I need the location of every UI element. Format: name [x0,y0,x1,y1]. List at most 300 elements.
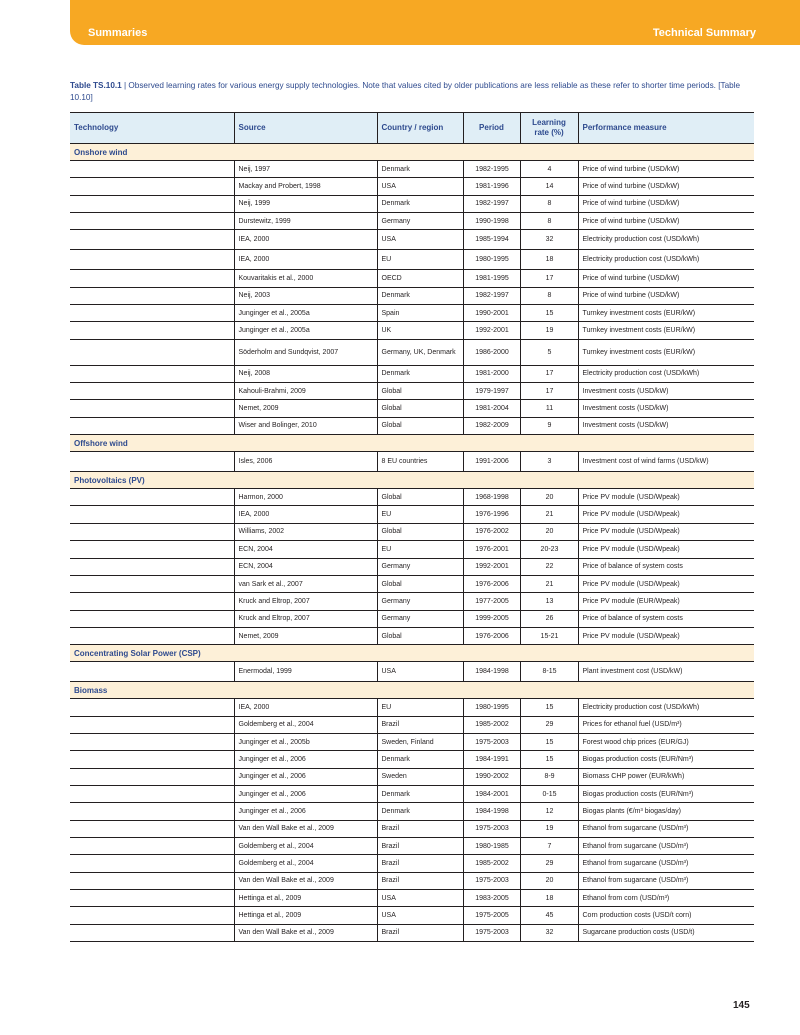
cell-technology-blank [70,213,234,230]
cell-technology-blank [70,837,234,854]
cell-performance-measure: Biogas production costs (EUR/Nm³) [578,751,754,768]
cell-learning-rate: 32 [520,924,578,941]
cell-technology-blank [70,161,234,178]
cell-country-region: 8 EU countries [377,452,463,472]
category-row [70,682,754,699]
cell-country-region: Brazil [377,820,463,837]
cell-source: Goldemberg et al., 2004 [234,855,377,872]
learning-rates-table [70,112,754,942]
cell-source: Junginger et al., 2005a [234,322,377,339]
cell-learning-rate: 7 [520,837,578,854]
cell-source: Junginger et al., 2006 [234,751,377,768]
cell-country-region: Global [377,383,463,400]
cell-source: Kruck and Eltrop, 2007 [234,593,377,610]
cell-learning-rate: 45 [520,907,578,924]
cell-performance-measure: Price PV module (USD/Wpeak) [578,523,754,540]
table-row [70,365,754,382]
cell-country-region: USA [377,907,463,924]
header-source: Source [234,113,377,144]
cell-performance-measure: Corn production costs (USD/t corn) [578,907,754,924]
cell-source: Neij, 1997 [234,161,377,178]
cell-technology-blank [70,322,234,339]
cell-country-region: Denmark [377,785,463,802]
cell-performance-measure: Price PV module (USD/Wpeak) [578,627,754,644]
cell-source: Isles, 2006 [234,452,377,472]
cell-learning-rate: 15 [520,733,578,750]
cell-period: 1981-1996 [463,178,520,195]
cell-performance-measure: Price of wind turbine (USD/kW) [578,178,754,195]
cell-technology-blank [70,716,234,733]
cell-period: 1975-2003 [463,872,520,889]
cell-source: Neij, 1999 [234,195,377,212]
cell-period: 1976-2006 [463,575,520,592]
cell-learning-rate: 32 [520,230,578,250]
cell-technology-blank [70,178,234,195]
cell-learning-rate: 14 [520,178,578,195]
table-row [70,662,754,682]
table-header-row [70,113,754,144]
cell-source: Kahouli-Brahmi, 2009 [234,383,377,400]
table-body [70,144,754,942]
cell-period: 1985-1994 [463,230,520,250]
cell-learning-rate: 29 [520,716,578,733]
cell-period: 1999-2005 [463,610,520,627]
cell-learning-rate: 15 [520,699,578,716]
table-row [70,417,754,434]
cell-source: IEA, 2000 [234,699,377,716]
cell-performance-measure: Turnkey investment costs (EUR/kW) [578,305,754,322]
cell-technology-blank [70,872,234,889]
table-row [70,541,754,558]
cell-source: ECN, 2004 [234,541,377,558]
cell-source: IEA, 2000 [234,230,377,250]
cell-technology-blank [70,820,234,837]
cell-performance-measure: Forest wood chip prices (EUR/GJ) [578,733,754,750]
cell-technology-blank [70,768,234,785]
cell-learning-rate: 29 [520,855,578,872]
cell-country-region: Denmark [377,751,463,768]
cell-technology-blank [70,907,234,924]
cell-source: Goldemberg et al., 2004 [234,716,377,733]
category-row [70,435,754,452]
cell-source: Söderholm and Sundqvist, 2007 [234,339,377,365]
cell-period: 1968-1998 [463,489,520,506]
cell-country-region: Brazil [377,837,463,854]
cell-source: Kouvaritakis et al., 2000 [234,270,377,287]
cell-learning-rate: 21 [520,575,578,592]
cell-performance-measure: Ethanol from sugarcane (USD/m³) [578,837,754,854]
cell-period: 1982-1995 [463,161,520,178]
cell-source: IEA, 2000 [234,506,377,523]
cell-performance-measure: Electricity production cost (USD/kWh) [578,365,754,382]
cell-country-region: Global [377,523,463,540]
cell-technology-blank [70,924,234,941]
cell-period: 1976-2002 [463,523,520,540]
cell-technology-blank [70,195,234,212]
cell-period: 1991-2006 [463,452,520,472]
cell-country-region: Sweden [377,768,463,785]
cell-source: Durstewitz, 1999 [234,213,377,230]
cell-technology-blank [70,339,234,365]
cell-period: 1990-2001 [463,305,520,322]
cell-learning-rate: 9 [520,417,578,434]
cell-country-region: USA [377,230,463,250]
cell-performance-measure: Price of wind turbine (USD/kW) [578,195,754,212]
cell-country-region: EU [377,699,463,716]
cell-source: Van den Wall Bake et al., 2009 [234,924,377,941]
table-row [70,627,754,644]
cell-performance-measure: Biogas production costs (EUR/Nm³) [578,785,754,802]
cell-learning-rate: 15 [520,305,578,322]
cell-performance-measure: Sugarcane production costs (USD/t) [578,924,754,941]
cell-performance-measure: Biomass CHP power (EUR/kWh) [578,768,754,785]
cell-period: 1980-1985 [463,837,520,854]
cell-learning-rate: 20 [520,523,578,540]
cell-source: Junginger et al., 2006 [234,785,377,802]
cell-technology-blank [70,365,234,382]
category-row [70,144,754,161]
cell-technology-blank [70,230,234,250]
header-country-region: Country / region [377,113,463,144]
cell-learning-rate: 4 [520,161,578,178]
table-row [70,890,754,907]
cell-period: 1984-1998 [463,662,520,682]
cell-technology-blank [70,305,234,322]
cell-performance-measure: Biogas plants (€/m³ biogas/day) [578,803,754,820]
table-row [70,768,754,785]
table-row [70,250,754,270]
table-row [70,489,754,506]
cell-technology-blank [70,417,234,434]
table-row [70,339,754,365]
cell-period: 1985-2002 [463,855,520,872]
table-row [70,575,754,592]
cell-performance-measure: Ethanol from sugarcane (USD/m³) [578,820,754,837]
cell-learning-rate: 12 [520,803,578,820]
cell-country-region: Denmark [377,803,463,820]
table-row [70,523,754,540]
cell-technology-blank [70,506,234,523]
cell-performance-measure: Price PV module (USD/Wpeak) [578,541,754,558]
cell-country-region: OECD [377,270,463,287]
cell-performance-measure: Price of wind turbine (USD/kW) [578,287,754,304]
cell-period: 1982-1997 [463,195,520,212]
cell-performance-measure: Investment cost of wind farms (USD/kW) [578,452,754,472]
cell-country-region: Global [377,417,463,434]
cell-period: 1975-2005 [463,907,520,924]
cell-period: 1977-2005 [463,593,520,610]
cell-learning-rate: 18 [520,890,578,907]
table-row [70,452,754,472]
cell-period: 1990-1998 [463,213,520,230]
cell-source: Junginger et al., 2005b [234,733,377,750]
cell-performance-measure: Investment costs (USD/kW) [578,383,754,400]
cell-learning-rate: 8 [520,287,578,304]
cell-learning-rate: 15-21 [520,627,578,644]
cell-period: 1976-1996 [463,506,520,523]
table-row [70,733,754,750]
table-row [70,924,754,941]
cell-technology-blank [70,803,234,820]
cell-source: van Sark et al., 2007 [234,575,377,592]
cell-country-region: EU [377,250,463,270]
cell-source: Van den Wall Bake et al., 2009 [234,820,377,837]
header-performance-measure: Performance measure [578,113,754,144]
table-row [70,506,754,523]
cell-technology-blank [70,270,234,287]
cell-learning-rate: 19 [520,820,578,837]
cell-period: 1976-2001 [463,541,520,558]
category-row [70,472,754,489]
cell-learning-rate: 5 [520,339,578,365]
cell-country-region: Global [377,575,463,592]
table-row [70,907,754,924]
cell-source: Hettinga et al., 2009 [234,890,377,907]
cell-country-region: Denmark [377,287,463,304]
cell-period: 1980-1995 [463,250,520,270]
category-label: Onshore wind [70,144,754,161]
banner-right-label: Technical Summary [652,27,756,39]
cell-period: 1975-2003 [463,733,520,750]
cell-technology-blank [70,489,234,506]
cell-country-region: USA [377,178,463,195]
table-row [70,751,754,768]
cell-country-region: Brazil [377,872,463,889]
cell-country-region: Global [377,400,463,417]
cell-learning-rate: 3 [520,452,578,472]
cell-period: 1979-1997 [463,383,520,400]
cell-technology-blank [70,400,234,417]
cell-performance-measure: Price of wind turbine (USD/kW) [578,270,754,287]
cell-technology-blank [70,452,234,472]
cell-learning-rate: 19 [520,322,578,339]
cell-source: Neij, 2008 [234,365,377,382]
cell-source: Williams, 2002 [234,523,377,540]
cell-source: Junginger et al., 2006 [234,768,377,785]
table-row [70,558,754,575]
table-row [70,213,754,230]
cell-period: 1983-2005 [463,890,520,907]
page-number: 145 [733,1000,750,1011]
cell-source: Junginger et al., 2005a [234,305,377,322]
cell-learning-rate: 8-15 [520,662,578,682]
cell-performance-measure: Electricity production cost (USD/kWh) [578,230,754,250]
category-label: Biomass [70,682,754,699]
cell-technology-blank [70,541,234,558]
cell-performance-measure: Ethanol from corn (USD/m³) [578,890,754,907]
cell-source: Kruck and Eltrop, 2007 [234,610,377,627]
cell-source: ECN, 2004 [234,558,377,575]
cell-country-region: USA [377,890,463,907]
cell-learning-rate: 20 [520,489,578,506]
cell-learning-rate: 8-9 [520,768,578,785]
table-row [70,287,754,304]
table-row [70,855,754,872]
cell-performance-measure: Price of wind turbine (USD/kW) [578,213,754,230]
table-row [70,305,754,322]
cell-performance-measure: Prices for ethanol fuel (USD/m³) [578,716,754,733]
cell-technology-blank [70,699,234,716]
cell-period: 1992-2001 [463,322,520,339]
table-row [70,270,754,287]
cell-technology-blank [70,890,234,907]
header-learning-rate: Learning rate (%) [520,113,578,144]
cell-technology-blank [70,383,234,400]
category-label: Offshore wind [70,435,754,452]
cell-source: Harmon, 2000 [234,489,377,506]
cell-country-region: Denmark [377,161,463,178]
cell-country-region: Denmark [377,365,463,382]
cell-period: 1984-1998 [463,803,520,820]
cell-country-region: Global [377,489,463,506]
cell-learning-rate: 13 [520,593,578,610]
cell-performance-measure: Price of wind turbine (USD/kW) [578,161,754,178]
cell-technology-blank [70,250,234,270]
cell-period: 1981-2000 [463,365,520,382]
cell-technology-blank [70,287,234,304]
cell-technology-blank [70,593,234,610]
cell-period: 1982-1997 [463,287,520,304]
cell-performance-measure: Price PV module (USD/Wpeak) [578,575,754,592]
cell-period: 1975-2003 [463,924,520,941]
cell-country-region: Sweden, Finland [377,733,463,750]
table-row [70,322,754,339]
category-label: Photovoltaics (PV) [70,472,754,489]
cell-period: 1984-2001 [463,785,520,802]
cell-period: 1981-2004 [463,400,520,417]
cell-learning-rate: 21 [520,506,578,523]
cell-performance-measure: Investment costs (USD/kW) [578,417,754,434]
cell-performance-measure: Price PV module (USD/Wpeak) [578,506,754,523]
table-row [70,178,754,195]
cell-period: 1981-1995 [463,270,520,287]
cell-period: 1992-2001 [463,558,520,575]
cell-period: 1986-2000 [463,339,520,365]
cell-country-region: Germany [377,610,463,627]
table-row [70,803,754,820]
cell-country-region: EU [377,506,463,523]
cell-learning-rate: 20 [520,872,578,889]
cell-performance-measure: Ethanol from sugarcane (USD/m³) [578,872,754,889]
table-row [70,820,754,837]
category-row [70,645,754,662]
header-technology: Technology [70,113,234,144]
cell-learning-rate: 0-15 [520,785,578,802]
cell-learning-rate: 22 [520,558,578,575]
cell-period: 1976-2006 [463,627,520,644]
cell-period: 1985-2002 [463,716,520,733]
cell-technology-blank [70,785,234,802]
cell-performance-measure: Electricity production cost (USD/kWh) [578,250,754,270]
cell-performance-measure: Price of balance of system costs [578,558,754,575]
cell-performance-measure: Price of balance of system costs [578,610,754,627]
cell-learning-rate: 11 [520,400,578,417]
cell-performance-measure: Plant investment cost (USD/kW) [578,662,754,682]
table-row [70,593,754,610]
cell-country-region: USA [377,662,463,682]
cell-learning-rate: 17 [520,383,578,400]
cell-performance-measure: Electricity production cost (USD/kWh) [578,699,754,716]
cell-country-region: Denmark [377,195,463,212]
table-row [70,161,754,178]
cell-source: Enermodal, 1999 [234,662,377,682]
table-caption-label: Table TS.10.1 [70,81,122,90]
cell-learning-rate: 8 [520,213,578,230]
table-row [70,785,754,802]
cell-technology-blank [70,575,234,592]
cell-source: Nemet, 2009 [234,400,377,417]
cell-period: 1980-1995 [463,699,520,716]
table-row [70,872,754,889]
cell-learning-rate: 18 [520,250,578,270]
cell-learning-rate: 8 [520,195,578,212]
cell-technology-blank [70,523,234,540]
cell-source: IEA, 2000 [234,250,377,270]
cell-country-region: Spain [377,305,463,322]
table-row [70,716,754,733]
cell-source: Nemet, 2009 [234,627,377,644]
cell-country-region: UK [377,322,463,339]
table-row [70,837,754,854]
cell-country-region: Brazil [377,716,463,733]
cell-period: 1975-2003 [463,820,520,837]
cell-country-region: Germany, UK, Denmark [377,339,463,365]
cell-technology-blank [70,733,234,750]
table-row [70,383,754,400]
table-row [70,230,754,250]
banner-left-label: Summaries [88,27,148,39]
cell-period: 1990-2002 [463,768,520,785]
cell-technology-blank [70,558,234,575]
header-period: Period [463,113,520,144]
cell-country-region: Germany [377,213,463,230]
cell-performance-measure: Turnkey investment costs (EUR/kW) [578,339,754,365]
category-label: Concentrating Solar Power (CSP) [70,645,754,662]
cell-learning-rate: 17 [520,270,578,287]
section-banner [70,0,800,45]
cell-source: Junginger et al., 2006 [234,803,377,820]
table-caption [70,80,760,104]
cell-source: Neij, 2003 [234,287,377,304]
cell-performance-measure: Ethanol from sugarcane (USD/m³) [578,855,754,872]
table-row [70,610,754,627]
cell-learning-rate: 26 [520,610,578,627]
cell-learning-rate: 15 [520,751,578,768]
cell-country-region: Brazil [377,924,463,941]
cell-learning-rate: 17 [520,365,578,382]
cell-period: 1984-1991 [463,751,520,768]
table-row [70,400,754,417]
cell-performance-measure: Investment costs (USD/kW) [578,400,754,417]
cell-country-region: Global [377,627,463,644]
cell-technology-blank [70,855,234,872]
cell-source: Goldemberg et al., 2004 [234,837,377,854]
table-caption-text: | Observed learning rates for various energy supply technologies. Note that values cited by older publications are less reliable as these refer to shorter time periods. [Table 10.10] [70,81,741,102]
cell-country-region: Germany [377,558,463,575]
table-row [70,195,754,212]
cell-source: Mackay and Probert, 1998 [234,178,377,195]
cell-source: Hettinga et al., 2009 [234,907,377,924]
cell-technology-blank [70,662,234,682]
cell-technology-blank [70,610,234,627]
cell-learning-rate: 20-23 [520,541,578,558]
cell-performance-measure: Turnkey investment costs (EUR/kW) [578,322,754,339]
cell-source: Wiser and Bolinger, 2010 [234,417,377,434]
cell-country-region: Brazil [377,855,463,872]
cell-country-region: Germany [377,593,463,610]
cell-country-region: EU [377,541,463,558]
cell-performance-measure: Price PV module (EUR/Wpeak) [578,593,754,610]
